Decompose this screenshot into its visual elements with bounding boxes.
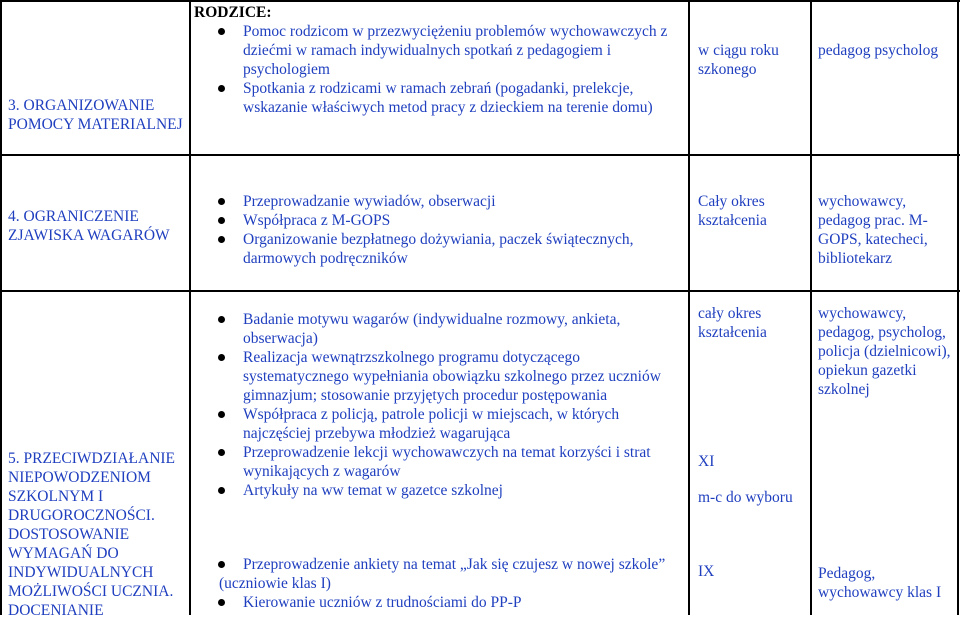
bullet-icon xyxy=(218,198,225,205)
list-item: Przeprowadzenie lekcji wychowawczych na temat korzyści i strat wynikających z wagarów xyxy=(243,443,683,481)
row-number-cell: 5. PRZECIWDZIAŁANIE NIEPOWODZENIOM SZKOLNYM I DRUGOROCZNOŚCI. DOSTOSOWANIE WYMAGAŃ DO INDYWIDUALNYCH MOŻLIWOŚCI UCZNIA. DOCENIANIE xyxy=(8,450,176,619)
activities-cell xyxy=(219,555,685,612)
bullet-icon xyxy=(218,316,225,323)
row-number-cell: 4. OGRANICZENIE ZJAWISKA WAGARÓW xyxy=(8,208,170,244)
table-row-divider xyxy=(0,154,960,156)
activities-cell xyxy=(194,3,684,117)
activities-cell xyxy=(243,192,683,268)
list-item: Współpraca z M-GOPS xyxy=(243,211,683,230)
bullet-icon xyxy=(218,354,225,361)
list-item: Organizowanie bezpłatnego dożywiania, paczek świątecznych, darmowych podręczników xyxy=(243,230,683,268)
table-column-divider xyxy=(810,0,812,615)
bullet-icon xyxy=(218,487,225,494)
table-row-divider xyxy=(0,290,960,292)
list-item: Badanie motywu wagarów (indywidualne rozmowy, ankieta, obserwacja) xyxy=(243,310,683,348)
term-cell: IX xyxy=(698,563,715,580)
term-cell: Cały okres kształcenia xyxy=(698,193,767,229)
bullet-icon xyxy=(218,599,225,606)
table-column-divider xyxy=(189,0,191,615)
term-cell: XI xyxy=(698,453,715,470)
bullet-icon xyxy=(218,449,225,456)
table-column-divider xyxy=(0,0,2,615)
bullet-icon xyxy=(218,411,225,418)
responsible-cell: Pedagog, wychowawcy klas I xyxy=(818,565,942,601)
bullet-icon xyxy=(218,236,225,243)
bullet-icon xyxy=(218,561,225,568)
row-number-cell: 3. ORGANIZOWANIE POMOCY MATERIALNEJ xyxy=(8,97,183,133)
table-column-divider xyxy=(688,0,690,615)
list-item: Artykuły na ww temat w gazetce szkolnej xyxy=(243,481,683,500)
bullet-icon xyxy=(218,217,225,224)
activity-list xyxy=(243,22,684,117)
responsible-cell: wychowawcy, pedagog prac. M-GOPS, katecheci, bibliotekarz xyxy=(818,193,928,267)
activity-list xyxy=(243,192,683,268)
list-item: Realizacja wewnątrzszkolnego programu dotyczącego systematycznego wypełniania obowiązku szkolnego przez uczniów gimnazjum; stosowanie przyjętych procedur postępowania xyxy=(243,348,683,405)
activities-cell xyxy=(243,310,683,500)
list-item: Przeprowadzenie ankiety na temat „Jak się czujesz w nowej szkole” (uczniowie klas I) xyxy=(219,556,666,592)
section-heading: RODZICE: xyxy=(194,4,272,21)
term-cell: w ciągu roku szkonego xyxy=(698,42,779,78)
responsible-cell: pedagog psycholog xyxy=(818,42,939,59)
list-item: Współpraca z policją, patrole policji w miejscach, w których najczęściej przebywa młodzież wagarująca xyxy=(243,405,683,443)
activity-list xyxy=(219,555,685,612)
list-item: Pomoc rodzicom w przezwyciężeniu problemów wychowawczych z dziećmi w ramach indywidualnych spotkań z pedagogiem i psychologiem xyxy=(243,22,684,79)
list-item: Kierowanie uczniów z trudnościami do PP-P xyxy=(243,593,685,612)
activity-list xyxy=(243,310,683,500)
bullet-icon xyxy=(218,85,225,92)
list-item: Przeprowadzanie wywiadów, obserwacji xyxy=(243,192,683,211)
table-border-top xyxy=(0,0,960,2)
responsible-cell: wychowawcy, pedagog, psycholog, policja (dzielnicowi), opiekun gazetki szkolnej xyxy=(818,305,951,398)
term-cell: cały okres kształcenia xyxy=(698,305,767,341)
list-item: Spotkania z rodzicami w ramach zebrań (pogadanki, prelekcje, wskazanie właściwych metod pracy z dzieckiem na terenie domu) xyxy=(243,79,684,117)
term-cell: m-c do wyboru xyxy=(698,489,793,506)
table-column-divider xyxy=(957,0,959,615)
bullet-icon xyxy=(218,28,225,35)
